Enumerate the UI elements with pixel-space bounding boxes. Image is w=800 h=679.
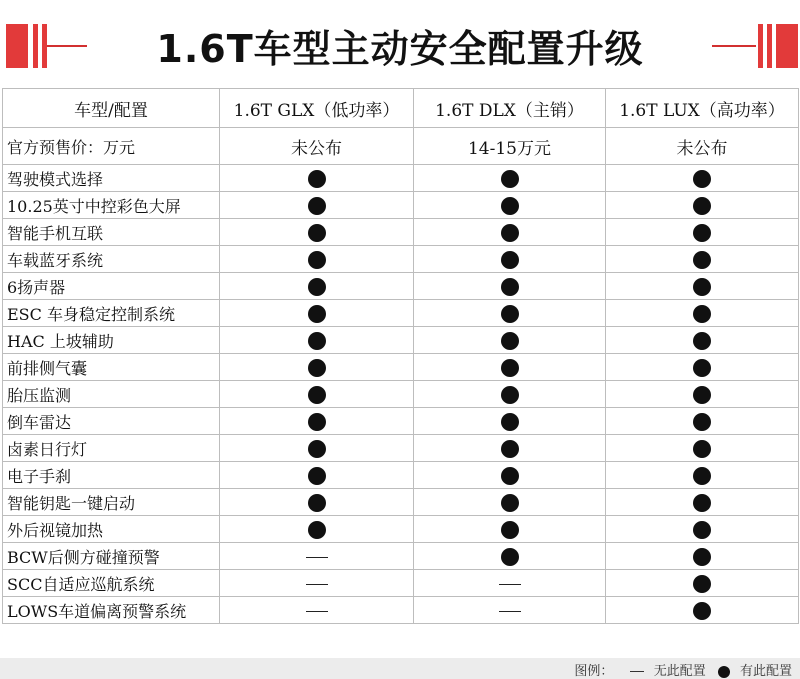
feature-cell-dlx bbox=[414, 462, 606, 489]
dot-icon bbox=[308, 251, 326, 269]
table-row bbox=[3, 354, 799, 381]
dot-icon bbox=[501, 170, 519, 188]
dot-icon bbox=[308, 332, 326, 350]
page-title: 1.6T车型主动安全配置升级 bbox=[156, 27, 644, 71]
feature-label: 外后视镜加热 bbox=[3, 516, 220, 543]
feature-label: 智能钥匙一键启动 bbox=[3, 489, 220, 516]
dot-icon bbox=[693, 224, 711, 242]
feature-label: LOWS车道偏离预警系统 bbox=[3, 597, 220, 624]
table-row bbox=[3, 246, 799, 273]
feature-cell-glx bbox=[220, 165, 414, 192]
feature-label: 电子手刹 bbox=[3, 462, 220, 489]
dot-icon bbox=[693, 413, 711, 431]
feature-label: HAC 上坡辅助 bbox=[3, 327, 220, 354]
feature-cell-dlx bbox=[414, 354, 606, 381]
dot-icon bbox=[693, 251, 711, 269]
title-bar bbox=[0, 0, 800, 88]
table-row bbox=[3, 489, 799, 516]
header-label: 车型/配置 bbox=[3, 89, 220, 128]
table-row bbox=[3, 192, 799, 219]
feature-cell-glx bbox=[220, 543, 414, 570]
dot-icon bbox=[308, 386, 326, 404]
dot-icon bbox=[693, 386, 711, 404]
dot-icon bbox=[501, 548, 519, 566]
dot-icon bbox=[693, 278, 711, 296]
dash-icon bbox=[499, 611, 521, 612]
price-dlx: 14-15万元 bbox=[414, 128, 606, 165]
dot-icon bbox=[308, 467, 326, 485]
dot-icon bbox=[308, 170, 326, 188]
feature-cell-lux bbox=[606, 165, 799, 192]
dot-icon bbox=[308, 224, 326, 242]
dot-icon bbox=[693, 197, 711, 215]
header-lux: 1.6T LUX（高功率） bbox=[606, 89, 799, 128]
dot-icon bbox=[308, 359, 326, 377]
spec-table bbox=[2, 88, 799, 624]
dot-icon bbox=[693, 332, 711, 350]
feature-cell-lux bbox=[606, 273, 799, 300]
dash-icon bbox=[499, 584, 521, 585]
feature-cell-glx bbox=[220, 192, 414, 219]
feature-label: SCC自适应巡航系统 bbox=[3, 570, 220, 597]
dash-icon bbox=[630, 671, 644, 672]
dot-icon bbox=[501, 359, 519, 377]
price-label: 官方预售价：万元 bbox=[3, 128, 220, 165]
dot-icon bbox=[501, 494, 519, 512]
feature-cell-glx bbox=[220, 516, 414, 543]
feature-label: 10.25英寸中控彩色大屏 bbox=[3, 192, 220, 219]
dot-icon bbox=[501, 440, 519, 458]
table-row bbox=[3, 597, 799, 624]
dot-icon bbox=[501, 413, 519, 431]
dot-icon bbox=[501, 521, 519, 539]
table-row bbox=[3, 408, 799, 435]
dot-icon bbox=[501, 224, 519, 242]
table-row bbox=[3, 516, 799, 543]
feature-cell-dlx bbox=[414, 489, 606, 516]
feature-cell-glx bbox=[220, 435, 414, 462]
feature-cell-dlx bbox=[414, 165, 606, 192]
table-row bbox=[3, 165, 799, 192]
feature-cell-lux bbox=[606, 408, 799, 435]
price-row bbox=[3, 128, 799, 165]
title-decoration-right bbox=[710, 24, 800, 68]
legend bbox=[0, 658, 800, 679]
feature-cell-lux bbox=[606, 381, 799, 408]
feature-cell-glx bbox=[220, 300, 414, 327]
feature-cell-lux bbox=[606, 327, 799, 354]
feature-cell-lux bbox=[606, 435, 799, 462]
feature-cell-dlx bbox=[414, 327, 606, 354]
feature-label: 智能手机互联 bbox=[3, 219, 220, 246]
dot-icon bbox=[693, 602, 711, 620]
feature-cell-lux bbox=[606, 570, 799, 597]
dot-icon bbox=[501, 332, 519, 350]
dot-icon bbox=[308, 197, 326, 215]
feature-label: BCW后侧方碰撞预警 bbox=[3, 543, 220, 570]
header-glx: 1.6T GLX（低功率） bbox=[220, 89, 414, 128]
feature-cell-glx bbox=[220, 273, 414, 300]
dot-icon bbox=[501, 197, 519, 215]
feature-label: 胎压监测 bbox=[3, 381, 220, 408]
feature-cell-glx bbox=[220, 597, 414, 624]
feature-cell-lux bbox=[606, 354, 799, 381]
dot-icon bbox=[693, 170, 711, 188]
feature-cell-glx bbox=[220, 246, 414, 273]
table-row bbox=[3, 300, 799, 327]
header-dlx: 1.6T DLX（主销） bbox=[414, 89, 606, 128]
dot-icon bbox=[693, 521, 711, 539]
feature-cell-lux bbox=[606, 192, 799, 219]
feature-cell-lux bbox=[606, 246, 799, 273]
feature-cell-glx bbox=[220, 570, 414, 597]
table-row bbox=[3, 273, 799, 300]
feature-label: 前排侧气囊 bbox=[3, 354, 220, 381]
feature-cell-dlx bbox=[414, 300, 606, 327]
feature-cell-dlx bbox=[414, 246, 606, 273]
feature-label: 6扬声器 bbox=[3, 273, 220, 300]
table-row bbox=[3, 570, 799, 597]
feature-cell-dlx bbox=[414, 273, 606, 300]
feature-cell-glx bbox=[220, 354, 414, 381]
feature-cell-dlx bbox=[414, 435, 606, 462]
dot-icon bbox=[693, 440, 711, 458]
dot-icon bbox=[693, 575, 711, 593]
dot-icon bbox=[501, 251, 519, 269]
dot-icon bbox=[501, 278, 519, 296]
feature-cell-glx bbox=[220, 219, 414, 246]
feature-cell-lux bbox=[606, 489, 799, 516]
legend-has-label: 有此配置 bbox=[739, 664, 792, 679]
price-glx: 未公布 bbox=[220, 128, 414, 165]
dot-icon bbox=[308, 278, 326, 296]
header-row bbox=[3, 89, 799, 128]
dot-icon bbox=[693, 467, 711, 485]
dot-icon bbox=[693, 548, 711, 566]
price-lux: 未公布 bbox=[606, 128, 799, 165]
feature-cell-dlx bbox=[414, 570, 606, 597]
dot-icon bbox=[501, 467, 519, 485]
table-row bbox=[3, 543, 799, 570]
dot-icon bbox=[308, 521, 326, 539]
legend-none-label: 无此配置 bbox=[653, 664, 706, 679]
table-row bbox=[3, 435, 799, 462]
feature-label: 卤素日行灯 bbox=[3, 435, 220, 462]
feature-cell-lux bbox=[606, 462, 799, 489]
dot-icon bbox=[501, 386, 519, 404]
feature-cell-dlx bbox=[414, 381, 606, 408]
dot-icon bbox=[718, 666, 730, 678]
feature-cell-lux bbox=[606, 543, 799, 570]
table-row bbox=[3, 219, 799, 246]
table-row bbox=[3, 462, 799, 489]
feature-cell-lux bbox=[606, 597, 799, 624]
dash-icon bbox=[306, 584, 328, 585]
feature-label: 倒车雷达 bbox=[3, 408, 220, 435]
feature-cell-glx bbox=[220, 327, 414, 354]
legend-prefix: 图例： bbox=[574, 664, 614, 679]
dot-icon bbox=[308, 305, 326, 323]
feature-cell-glx bbox=[220, 462, 414, 489]
feature-cell-glx bbox=[220, 408, 414, 435]
dot-icon bbox=[693, 494, 711, 512]
feature-cell-dlx bbox=[414, 408, 606, 435]
feature-cell-dlx bbox=[414, 516, 606, 543]
dot-icon bbox=[308, 494, 326, 512]
dot-icon bbox=[308, 413, 326, 431]
dot-icon bbox=[693, 305, 711, 323]
feature-cell-lux bbox=[606, 516, 799, 543]
dot-icon bbox=[308, 440, 326, 458]
dash-icon bbox=[306, 611, 328, 612]
feature-cell-lux bbox=[606, 219, 799, 246]
feature-cell-dlx bbox=[414, 543, 606, 570]
feature-cell-glx bbox=[220, 381, 414, 408]
table-row bbox=[3, 327, 799, 354]
feature-cell-glx bbox=[220, 489, 414, 516]
table-row bbox=[3, 381, 799, 408]
feature-cell-dlx bbox=[414, 192, 606, 219]
feature-cell-lux bbox=[606, 300, 799, 327]
feature-label: 车载蓝牙系统 bbox=[3, 246, 220, 273]
dash-icon bbox=[306, 557, 328, 558]
feature-label: ESC 车身稳定控制系统 bbox=[3, 300, 220, 327]
feature-cell-dlx bbox=[414, 597, 606, 624]
feature-cell-dlx bbox=[414, 219, 606, 246]
dot-icon bbox=[501, 305, 519, 323]
feature-label: 驾驶模式选择 bbox=[3, 165, 220, 192]
dot-icon bbox=[693, 359, 711, 377]
